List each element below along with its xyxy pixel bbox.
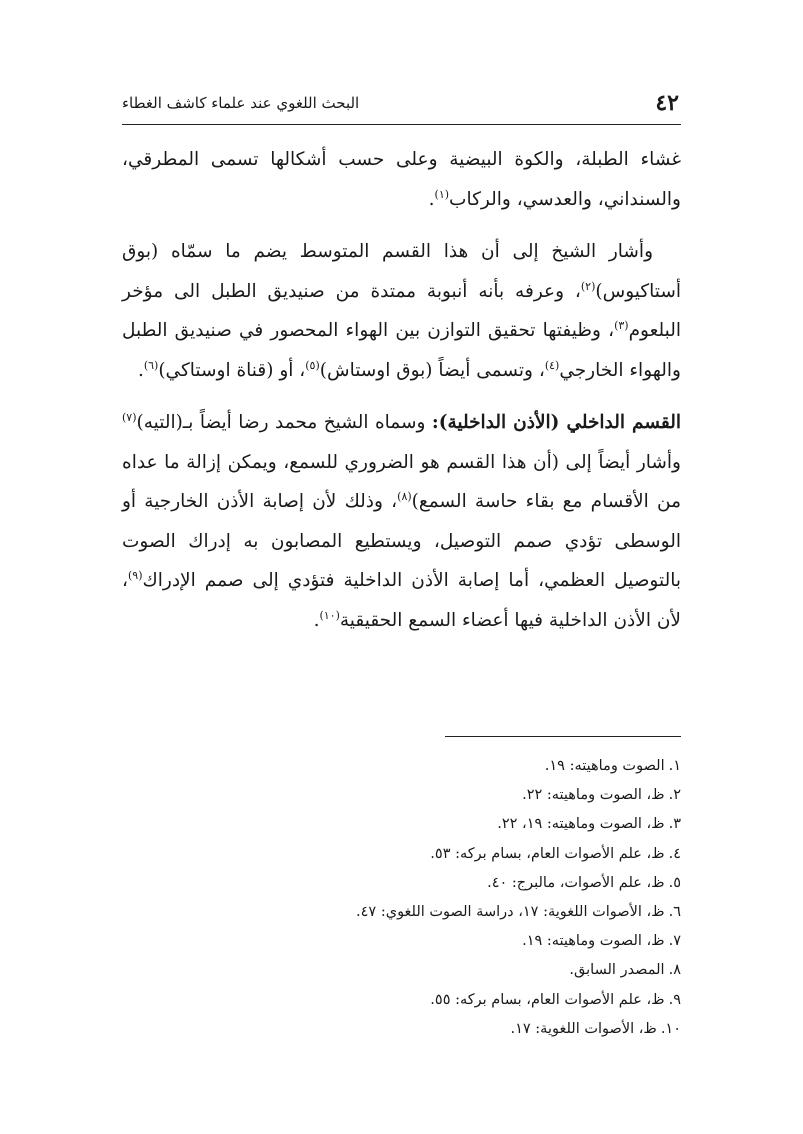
running-header bbox=[122, 88, 681, 125]
footnote-number: ٩. bbox=[668, 991, 681, 1008]
text-segment: ، لأن الأذن الداخلية فيها أعضاء السمع الحقيقية bbox=[122, 570, 681, 631]
text-segment: . bbox=[313, 609, 320, 631]
footnote-item bbox=[122, 869, 681, 898]
text-segment: وأشار الشيخ إلى أن هذا القسم المتوسط يضم ما سمّاه (بوق أستاكيوس) bbox=[122, 241, 681, 302]
footnote-text: ظ، علم الأصوات، مالبرج: ٤٠. bbox=[487, 874, 665, 891]
footnote-number: ٨. bbox=[668, 962, 681, 979]
page-number: ٤٢ bbox=[655, 90, 679, 116]
footnote-number: ٢. bbox=[668, 787, 681, 804]
footnote-item bbox=[122, 898, 681, 927]
footnote-marker: (٥) bbox=[305, 358, 320, 372]
footnote-item bbox=[122, 986, 681, 1015]
footnote-number: ٦. bbox=[668, 904, 681, 921]
footnotes-list bbox=[122, 752, 681, 1044]
running-title: البحث اللغوي عند علماء كاشف الغطاء bbox=[122, 94, 360, 112]
body-text bbox=[122, 140, 681, 653]
paragraph-ossicles bbox=[122, 140, 681, 219]
footnote-text: المصدر السابق. bbox=[569, 962, 665, 979]
footnote-marker: (١) bbox=[434, 187, 450, 201]
footnote-text: ظ، الأصوات اللغوية: ١٧، دراسة الصوت اللغوي: ٤٧. bbox=[356, 904, 665, 921]
footnote-number: ١. bbox=[668, 758, 681, 774]
text-segment: . bbox=[137, 359, 144, 381]
footnote-number: ٤. bbox=[668, 845, 681, 862]
text-segment: ، وذلك لأن إصابة الأذن الخارجية أو الوسطى تؤدي صمم التوصيل، ويستطيع المصابون به إدراك الصوت بالتوصيل العظمي، أما إصابة الأذن الداخلية فتؤدي إلى صمم الإدراك bbox=[122, 491, 681, 591]
text-segment: ، أو (قناة اوستاكي) bbox=[158, 359, 306, 381]
text-segment: ، وظيفتها تحقيق التوازن بين الهواء المحصور في صنيديق الطبل والهواء الخارجي bbox=[122, 320, 681, 381]
footnote-item bbox=[122, 781, 681, 810]
footnote-separator bbox=[445, 736, 681, 737]
footnote-item bbox=[122, 927, 681, 956]
footnote-text: ظ، علم الأصوات العام، بسام بركه: ٥٥. bbox=[430, 991, 665, 1008]
paragraph-inner-ear bbox=[122, 403, 681, 640]
footnote-text: الصوت وماهيته: ١٩. bbox=[544, 758, 665, 774]
text-segment: ، وعرفه بأنه أنبوبة ممتدة من صنيديق الطبل الى مؤخر البلعوم bbox=[122, 280, 681, 341]
footnote-number: ٣. bbox=[668, 816, 681, 833]
footnote-text: ظ، الصوت وماهيته: ١٩، ٢٢. bbox=[497, 816, 665, 833]
footnote-text: ظ، الأصوات اللغوية: ١٧. bbox=[510, 1020, 657, 1037]
footnote-marker: (٢) bbox=[580, 279, 596, 293]
text-segment: غشاء الطبلة، والكوة البيضية وعلى حسب أشكالها تسمى المطرقي، والسنداني، والعدسي، والركاب bbox=[122, 149, 681, 210]
footnote-marker: (٧) bbox=[122, 410, 137, 424]
footnote-marker: (٨) bbox=[397, 489, 412, 503]
footnote-text: ظ، علم الأصوات العام، بسام بركه: ٥٣. bbox=[430, 845, 665, 862]
text-segment: . bbox=[428, 188, 435, 210]
footnote-marker: (٤) bbox=[544, 358, 560, 372]
text-segment: ، وتسمى أيضاً (بوق اوستاش) bbox=[319, 359, 545, 381]
paragraph-eustachian-tube bbox=[122, 232, 681, 390]
footnote-marker: (٦) bbox=[143, 358, 159, 372]
footnote-item bbox=[122, 752, 681, 781]
footnote-item bbox=[122, 840, 681, 869]
footnote-number: ١٠. bbox=[660, 1020, 681, 1037]
footnote-item bbox=[122, 1015, 681, 1044]
footnote-item bbox=[122, 810, 681, 839]
footnote-number: ٥. bbox=[668, 874, 681, 891]
footnote-marker: (٩) bbox=[127, 568, 143, 582]
footnote-number: ٧. bbox=[668, 933, 681, 950]
footnote-text: ظ، الصوت وماهيته: ٢٢. bbox=[522, 787, 665, 804]
footnote-marker: (٣) bbox=[614, 318, 629, 332]
text-segment: وسماه الشيخ محمد رضا أيضاً بـ(التيه) bbox=[136, 412, 432, 433]
footnote-marker: (١٠) bbox=[319, 608, 340, 622]
section-heading-inner-ear: القسم الداخلي (الأذن الداخلية): bbox=[431, 412, 682, 433]
footnote-text: ظ، الصوت وماهيته: ١٩. bbox=[522, 933, 665, 950]
text-segment: وأشار أيضاً إلى (أن هذا القسم هو الضروري للسمع، ويمكن إزالة ما عداه من الأقسام مع بقاء حاسة السمع) bbox=[122, 451, 681, 512]
footnote-item bbox=[122, 956, 681, 985]
